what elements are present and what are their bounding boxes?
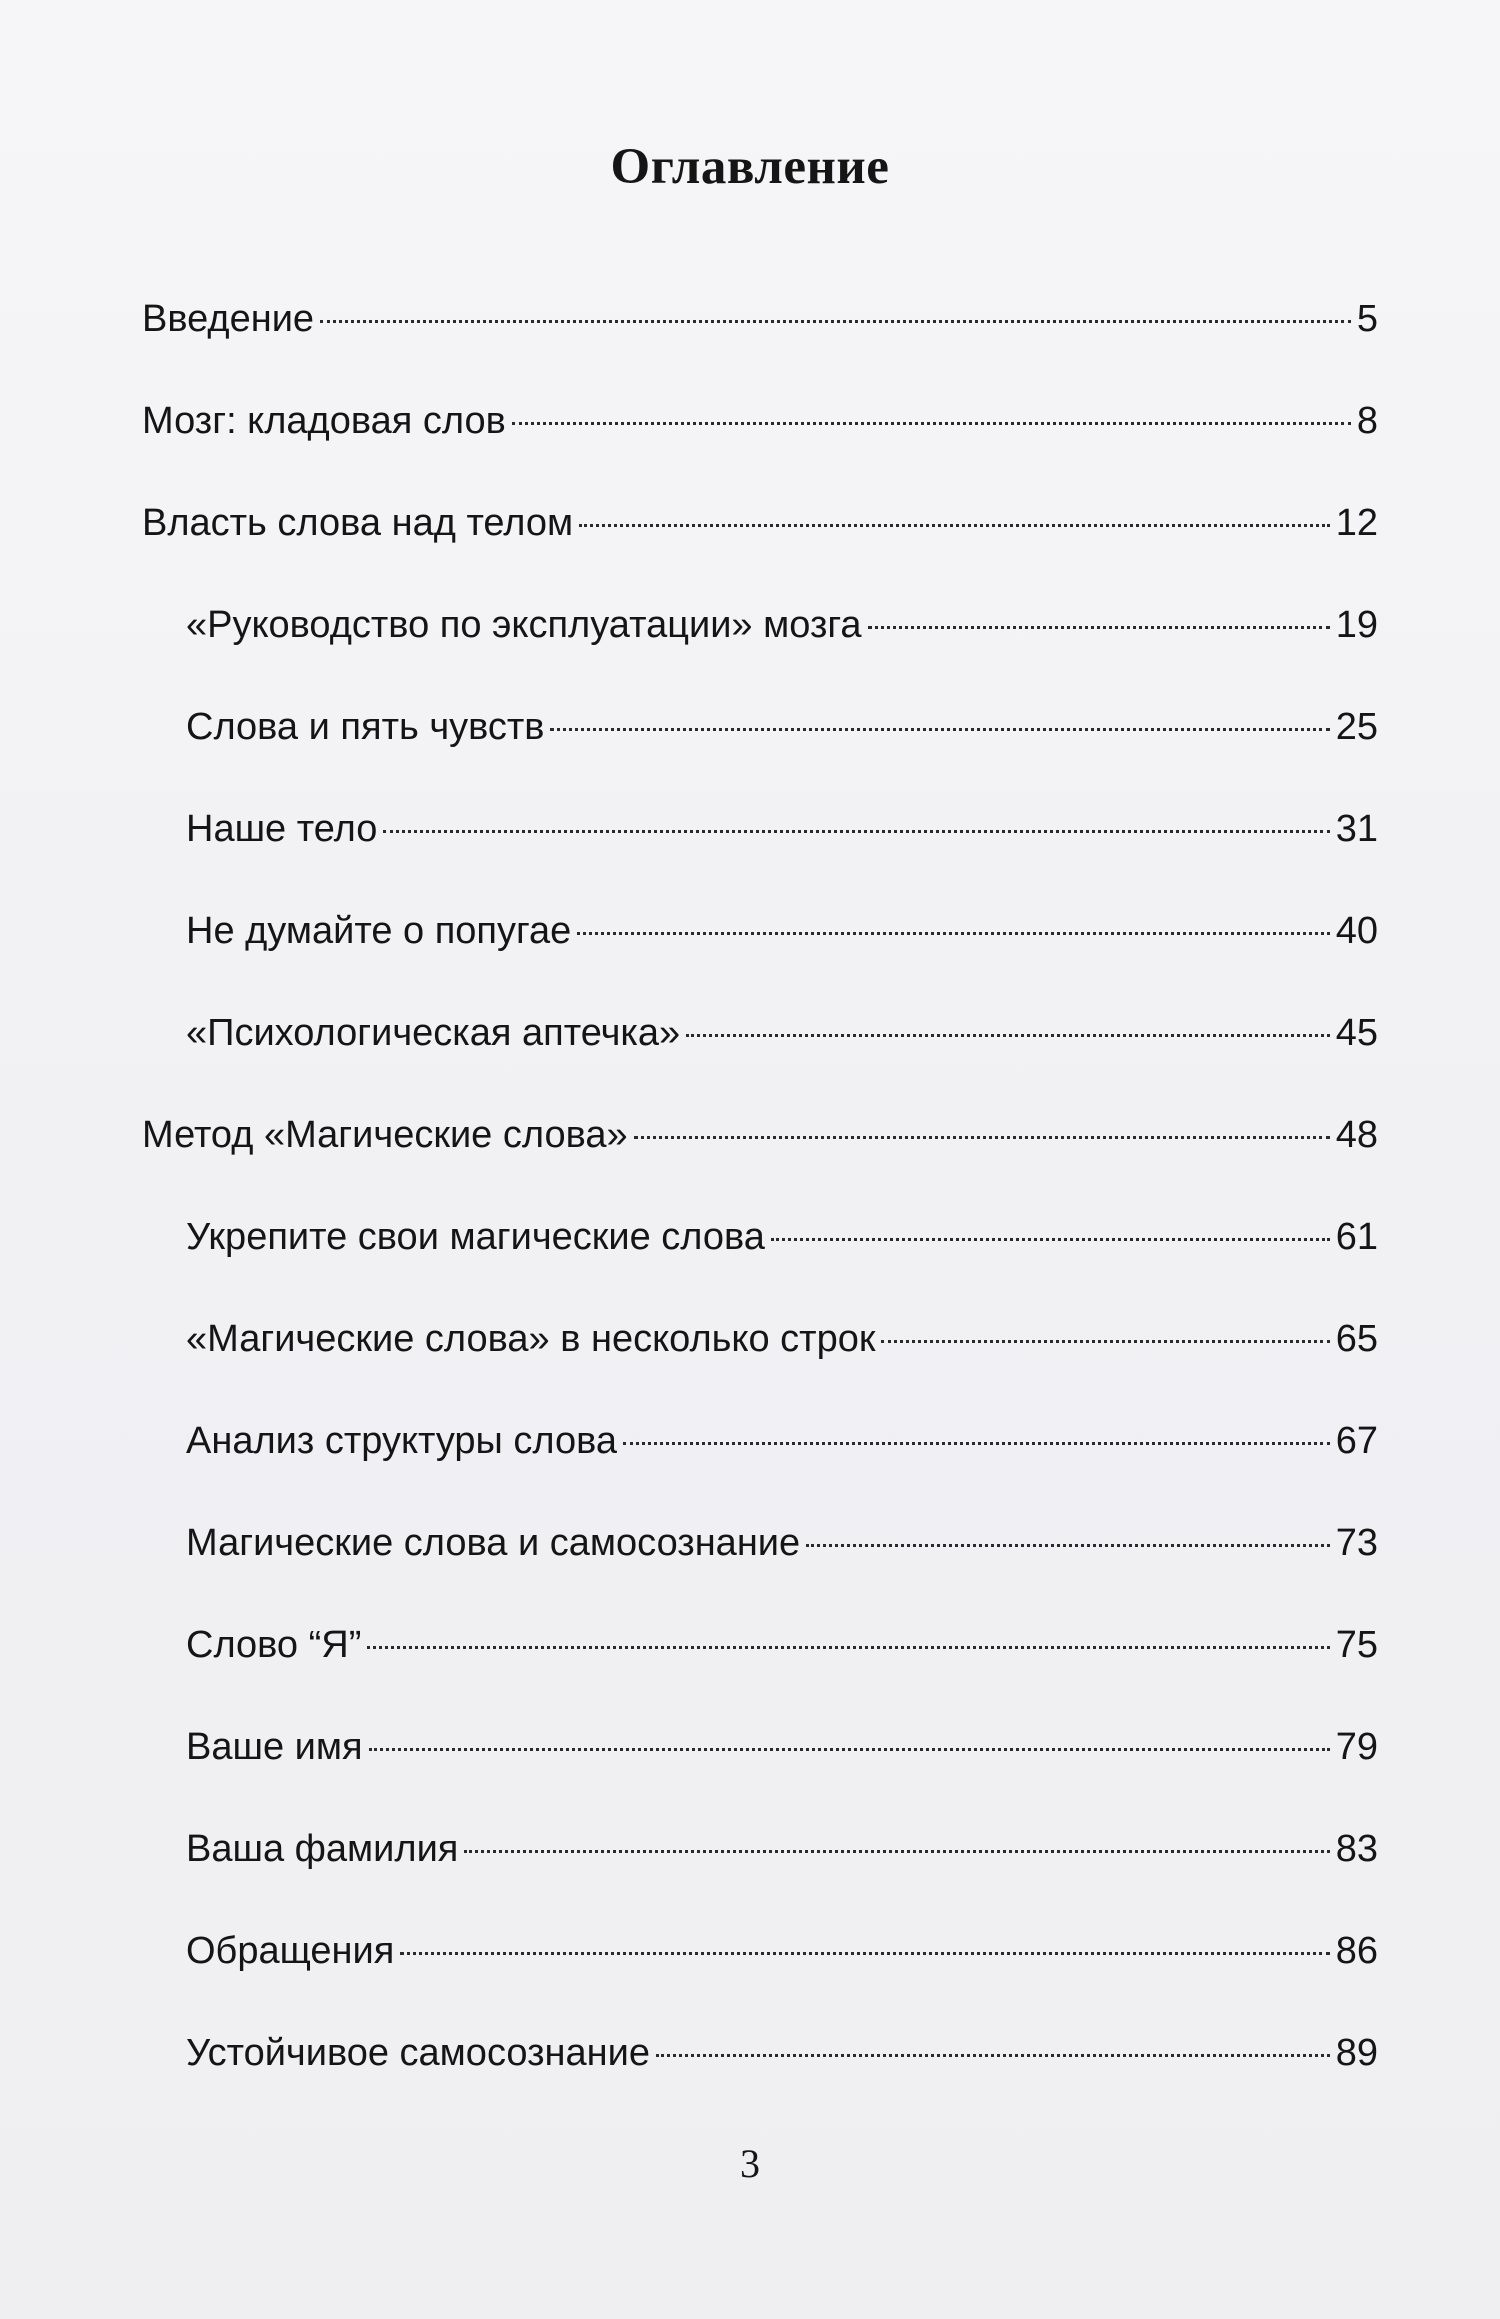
toc-entry-label: «Психологическая аптечка» — [186, 1012, 681, 1054]
toc-leader-dots — [464, 1850, 1329, 1853]
toc-entry-label: Наше тело — [186, 808, 378, 850]
toc-leader-dots — [383, 830, 1329, 833]
toc-entry — [142, 1390, 1378, 1492]
toc-entry — [142, 676, 1378, 778]
toc-entry-label: Магические слова и самосознание — [186, 1522, 801, 1564]
toc-entry-label: Власть слова над телом — [142, 502, 574, 544]
toc-entry — [142, 574, 1378, 676]
toc-leader-dots — [320, 320, 1351, 323]
toc-entry-label: «Магические слова» в несколько строк — [186, 1318, 876, 1360]
toc-entry-page: 79 — [1335, 1726, 1378, 1768]
toc-leader-dots — [550, 728, 1329, 731]
toc-entry-page: 67 — [1335, 1420, 1378, 1462]
toc-entry — [142, 2002, 1378, 2104]
toc-entry-label: Анализ структуры слова — [186, 1420, 618, 1462]
toc-entry-label: Введение — [142, 298, 315, 340]
toc-entry — [142, 880, 1378, 982]
toc-entry-page: 19 — [1335, 604, 1378, 646]
toc-entry-page: 61 — [1335, 1216, 1378, 1258]
toc-entry — [142, 268, 1378, 370]
toc-entry-label: Ваше имя — [186, 1726, 363, 1768]
toc-leader-dots — [512, 422, 1351, 425]
toc-entry-label: «Руководство по эксплуатации» мозга — [186, 604, 862, 646]
toc-entry — [142, 1900, 1378, 2002]
toc-leader-dots — [686, 1034, 1330, 1037]
toc-entry-page: 86 — [1335, 1930, 1378, 1972]
toc-entry-label: Обращения — [186, 1930, 395, 1972]
toc-entry — [142, 982, 1378, 1084]
toc-leader-dots — [634, 1136, 1330, 1139]
toc-entry-label: Ваша фамилия — [186, 1828, 459, 1870]
toc-entry-page: 65 — [1335, 1318, 1378, 1360]
toc-entry-label: Устойчивое самосознание — [186, 2032, 650, 2074]
toc-entry-page: 5 — [1356, 298, 1378, 340]
toc-leader-dots — [771, 1238, 1330, 1241]
toc-leader-dots — [881, 1340, 1329, 1343]
toc-leader-dots — [367, 1646, 1329, 1649]
toc-entry-page: 83 — [1335, 1828, 1378, 1870]
toc-entry — [142, 1798, 1378, 1900]
toc-entry-label: Слово “Я” — [186, 1624, 362, 1666]
toc-leader-dots — [579, 524, 1330, 527]
toc-entry-label: Не думайте о попугае — [186, 910, 572, 952]
toc-leader-dots — [806, 1544, 1330, 1547]
toc-entry-page: 12 — [1335, 502, 1378, 544]
toc-entry-label: Укрепите свои магические слова — [186, 1216, 765, 1258]
toc-entry — [142, 778, 1378, 880]
toc-entry — [142, 1594, 1378, 1696]
toc-entry-page: 73 — [1335, 1522, 1378, 1564]
toc-leader-dots — [369, 1748, 1330, 1751]
toc-leader-dots — [623, 1442, 1330, 1445]
toc-entry — [142, 1696, 1378, 1798]
table-of-contents — [142, 268, 1378, 2104]
toc-entry-page: 25 — [1335, 706, 1378, 748]
toc-entry-page: 45 — [1335, 1012, 1378, 1054]
toc-entry-page: 31 — [1335, 808, 1378, 850]
toc-leader-dots — [868, 626, 1330, 629]
toc-entry-page: 40 — [1335, 910, 1378, 952]
toc-entry — [142, 1084, 1378, 1186]
page-number: 3 — [740, 2141, 760, 2186]
toc-entry-label: Метод «Магические слова» — [142, 1114, 628, 1156]
toc-entry — [142, 1186, 1378, 1288]
page-title: Оглавление — [610, 139, 890, 195]
toc-entry — [142, 1288, 1378, 1390]
toc-entry-label: Мозг: кладовая слов — [142, 400, 506, 442]
toc-leader-dots — [656, 2054, 1330, 2057]
toc-entry-page: 89 — [1335, 2032, 1378, 2074]
toc-entry-page: 48 — [1335, 1114, 1378, 1156]
toc-entry — [142, 1492, 1378, 1594]
toc-entry — [142, 370, 1378, 472]
toc-leader-dots — [400, 1952, 1329, 1955]
toc-entry-label: Слова и пять чувств — [186, 706, 545, 748]
toc-entry-page: 75 — [1335, 1624, 1378, 1666]
toc-entry-page: 8 — [1356, 400, 1378, 442]
toc-leader-dots — [577, 932, 1329, 935]
toc-entry — [142, 472, 1378, 574]
